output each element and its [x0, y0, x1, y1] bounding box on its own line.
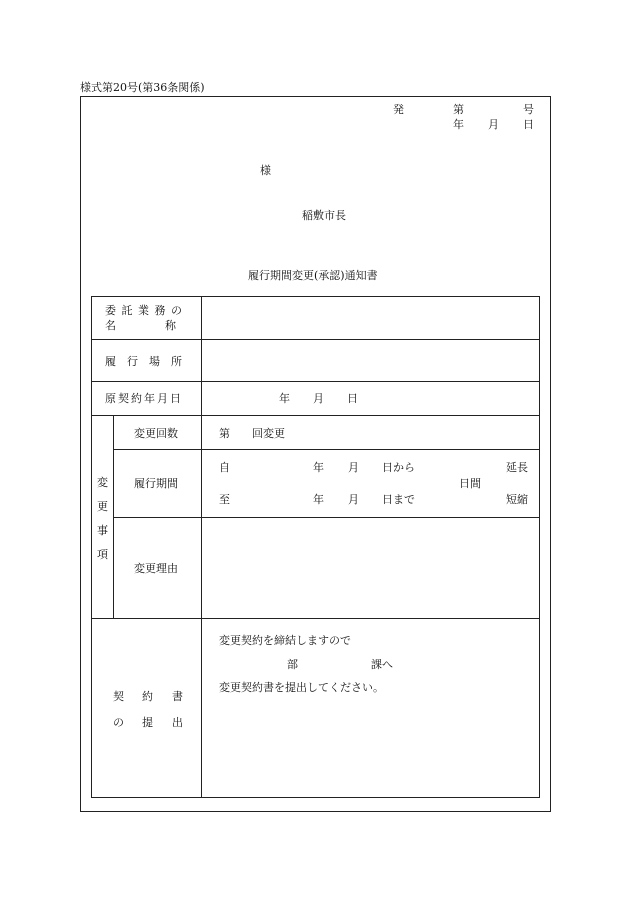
place-label: 履 行 場 所	[105, 355, 182, 368]
sender-name: 稲敷市長	[302, 209, 346, 222]
period-label: 履行期間	[134, 477, 178, 490]
header-month: 月	[488, 118, 499, 131]
table-top-border	[91, 296, 540, 297]
contract-ka: 課へ	[371, 658, 393, 671]
changes-label-2: 更	[97, 500, 108, 513]
contract-label-1b: 約	[142, 690, 153, 703]
table-label-divider	[201, 296, 202, 798]
period-extend: 延長	[506, 461, 528, 474]
change-count-prefix: 第	[219, 427, 230, 440]
period-to-year: 年	[313, 493, 324, 506]
period-to-prefix: 至	[219, 493, 230, 506]
row-divider-1	[91, 339, 540, 340]
name-label-line2: 名 称	[105, 319, 177, 332]
period-shorten: 短縮	[506, 493, 528, 506]
form-label: 様式第20号(第36条関係)	[80, 81, 205, 94]
changes-label-3: 事	[97, 524, 108, 537]
period-from-year: 年	[313, 461, 324, 474]
document-title: 履行期間変更(承認)通知書	[248, 269, 378, 282]
period-to-month: 月	[348, 493, 359, 506]
reason-label: 変更理由	[134, 562, 178, 575]
contract-bu: 部	[287, 658, 298, 671]
period-from-suffix: 日から	[382, 461, 415, 474]
contract-label-2c: 出	[172, 716, 183, 729]
period-days: 日間	[459, 477, 481, 490]
period-from-month: 月	[348, 461, 359, 474]
addressee-suffix: 様	[260, 164, 271, 177]
header-day: 日	[523, 118, 534, 131]
row-divider-5	[113, 517, 540, 518]
header-dai: 第	[453, 103, 464, 116]
changes-label-1: 変	[97, 476, 108, 489]
changes-group-divider	[113, 415, 114, 619]
contract-label-1c: 書	[172, 690, 183, 703]
table-bottom-border	[91, 797, 540, 798]
contract-label-2a: の	[113, 716, 124, 729]
changes-label-4: 項	[97, 548, 108, 561]
row-divider-2	[91, 381, 540, 382]
document-frame	[80, 96, 551, 812]
contract-text-1: 変更契約を締結しますので	[219, 634, 351, 647]
row-divider-6	[91, 618, 540, 619]
header-year: 年	[453, 118, 464, 131]
table-left-border	[91, 296, 92, 798]
contract-label-2b: 提	[142, 716, 153, 729]
original-date-year: 年	[279, 392, 290, 405]
period-from-prefix: 自	[219, 461, 230, 474]
row-divider-4	[113, 449, 540, 450]
header-go: 号	[523, 103, 534, 116]
original-date-day: 日	[347, 392, 358, 405]
header-hatsu: 発	[393, 103, 404, 116]
contract-text-2: 変更契約書を提出してください。	[219, 681, 384, 694]
table-right-border	[539, 296, 540, 798]
change-count-suffix: 回変更	[252, 427, 285, 440]
contract-label-1a: 契	[113, 690, 124, 703]
original-date-month: 月	[313, 392, 324, 405]
original-date-label: 原契約年月日	[105, 392, 183, 405]
period-to-suffix: 日まで	[382, 493, 415, 506]
row-divider-3	[91, 415, 540, 416]
change-count-label: 変更回数	[134, 427, 178, 440]
name-label-line1: 委 託 業 務 の	[105, 304, 183, 317]
